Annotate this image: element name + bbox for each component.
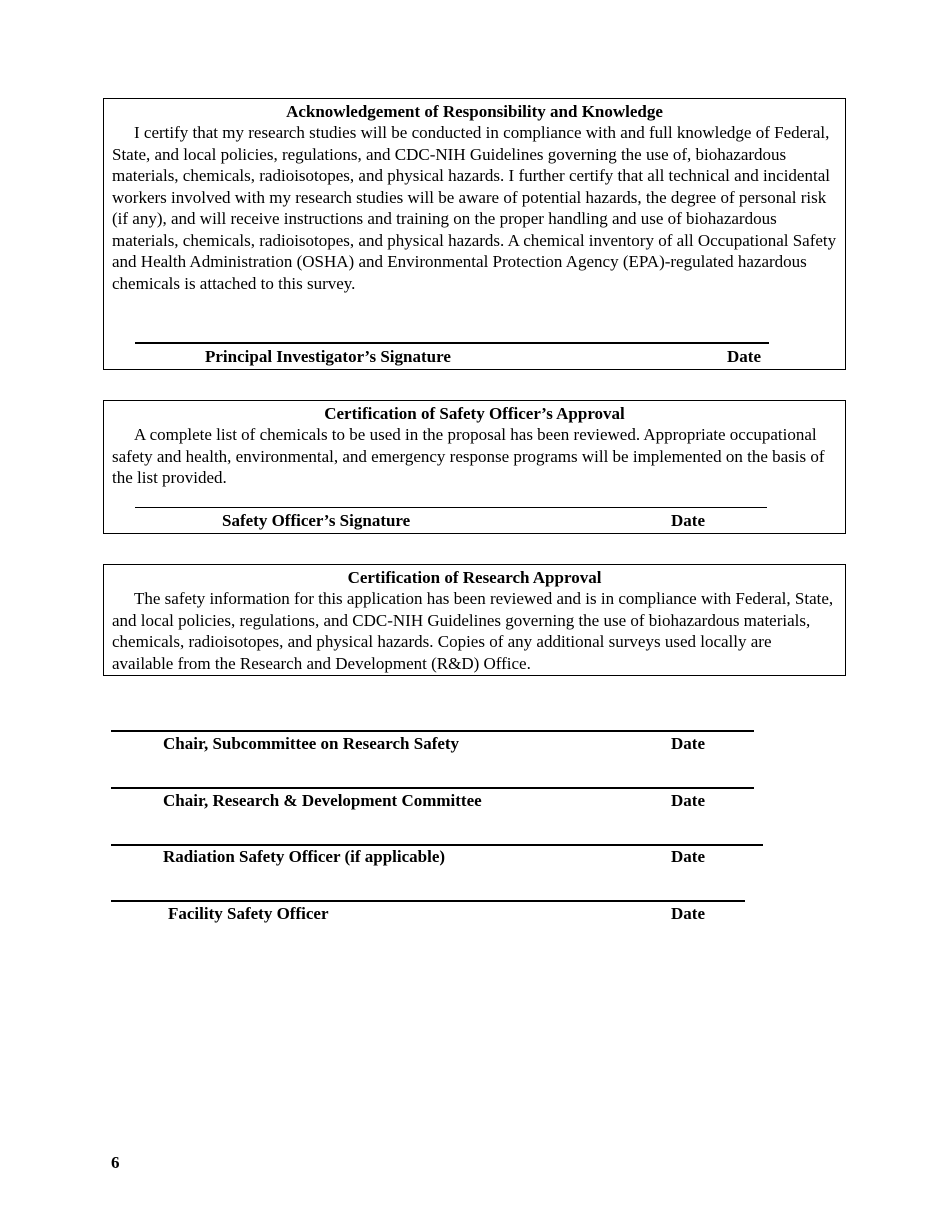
research-approval-box (103, 564, 846, 676)
radiation-safety-officer-label: Radiation Safety Officer (if applicable) (163, 847, 446, 866)
subcommittee-chair-date-label: Date (671, 734, 705, 753)
safety-officer-approval-title: Certification of Safety Officer’s Approval (324, 404, 625, 423)
page-number: 6 (111, 1153, 120, 1172)
acknowledgement-body: I certify that my research studies will be conducted in compliance with and full knowledge of Federal, State, and local policies, regulations, and CDC-NIH Guidelines governing the use of, biohazardous materials, chemicals, radioisotopes, and physical hazards. I further certify that all technical and incidental workers involved with my research studies will be aware of potential hazards, the degree of personal risk (if any), and will receive instructions and training on the proper handling and use of biohazardous materials, chemicals, radioisotopes, and physical hazards. A chemical inventory of all Occupational Safety and Health Administration (OSHA) and Environmental Protection Agency (EPA)-regulated hazardous chemicals is attached to this survey. (112, 123, 837, 293)
subcommittee-chair-label: Chair, Subcommittee on Research Safety (163, 734, 460, 753)
rd-committee-chair-date-label: Date (671, 791, 705, 810)
safety-officer-signature-line[interactable] (135, 507, 767, 508)
research-approval-title: Certification of Research Approval (347, 568, 602, 587)
facility-safety-officer-date-label: Date (671, 904, 705, 923)
radiation-safety-officer-signature-line[interactable] (111, 844, 763, 846)
facility-safety-officer-label: Facility Safety Officer (168, 904, 329, 923)
rd-committee-chair-label: Chair, Research & Development Committee (163, 791, 482, 810)
acknowledgement-title: Acknowledgement of Responsibility and Knowledge (286, 102, 663, 121)
pi-date-label: Date (727, 347, 761, 366)
rd-committee-chair-signature-line[interactable] (111, 787, 754, 789)
radiation-safety-officer-date-label: Date (671, 847, 705, 866)
safety-officer-date-label: Date (671, 511, 705, 530)
safety-officer-approval-body: A complete list of chemicals to be used in the proposal has been reviewed. Appropriate occupational safety and health, environmental, and emergency response programs will be implemented on the basis of the list provided. (112, 425, 825, 487)
subcommittee-chair-signature-line[interactable] (111, 730, 754, 732)
facility-safety-officer-signature-line[interactable] (111, 900, 745, 902)
pi-signature-line[interactable] (135, 342, 769, 344)
safety-officer-approval-box (103, 400, 846, 534)
pi-signature-label: Principal Investigator’s Signature (205, 347, 451, 366)
safety-officer-signature-label: Safety Officer’s Signature (222, 511, 411, 530)
research-approval-body: The safety information for this application has been reviewed and is in compliance with Federal, State, and local policies, regulations, and CDC-NIH Guidelines governing the use of biohazardous materials, chemicals, radioisotopes, and physical hazards. Copies of any additional surveys used locally are available from the Research and Development (R&D) Office. (112, 589, 834, 673)
acknowledgement-box (103, 98, 846, 370)
